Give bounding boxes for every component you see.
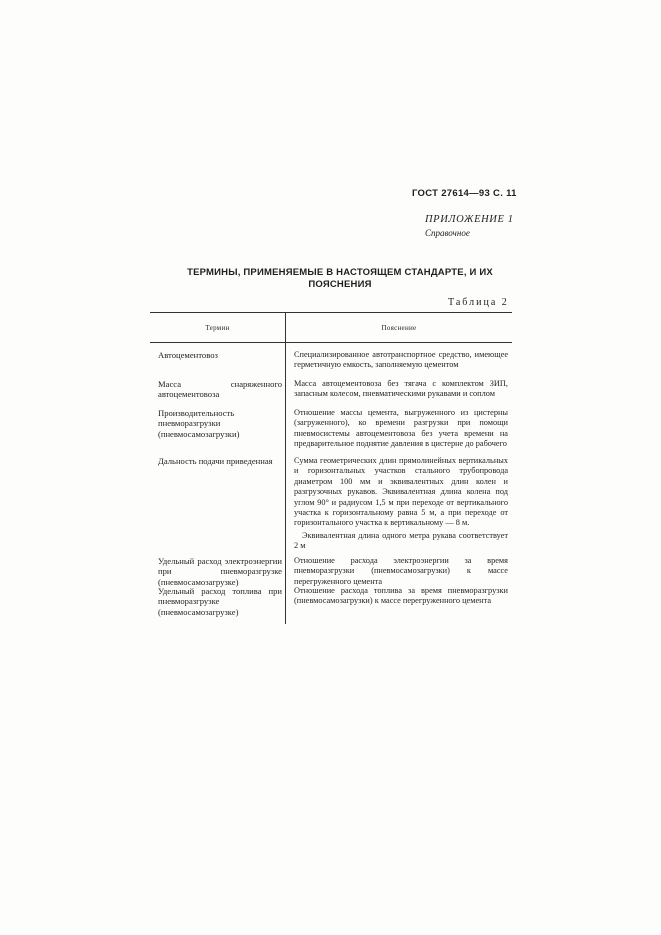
table-label: Таблица 2 — [448, 297, 509, 308]
appendix-label: ПРИЛОЖЕНИЕ 1 — [425, 214, 514, 225]
term-cell: Удельный расход электроэнергии при пневморазгрузке (пневмосамозагрузке) — [158, 556, 282, 587]
term-cell: Удельный расход топлива при пневморазгрузке (пневмосамозагрузке) — [158, 586, 282, 617]
explanation-cell — [294, 456, 508, 552]
explanation-cell: Специализированное автотранспортное средство, имеющее герметичную емкость, заполняемую цементом — [294, 350, 508, 370]
table-header-rule — [150, 342, 512, 343]
explanation-cell: Отношение расхода электроэнергии за время пневморазгрузки (пневмосамозагрузки) к массе перегруженного цемента — [294, 556, 508, 586]
explanation-cell: Отношение расхода топлива за время пневморазгрузки (пневмосамозагрузки) к массе перегруженного цемента — [294, 586, 508, 606]
explanation-text: Сумма геометрических длин прямолинейных вертикальных и горизонтальных участков стального трубопровода диаметром 100 мм и эквивалентных длин колен и разгрузочных рукавов. Эквивалентная длина колена под углом 90° и радиусом 1,5 м при переходе от вертикального участка к горизонтальному равна 5 м, а при переходе от горизонтального участка к вертикальному — 8 м. — [294, 456, 508, 528]
standard-page-code: ГОСТ 27614—93 С. 11 — [412, 188, 517, 199]
explanation-extra: Эквивалентная длина одного метра рукава соответствует 2 м — [294, 530, 508, 551]
table-top-rule — [150, 312, 512, 313]
title-line-2: ПОЯСНЕНИЯ — [308, 279, 372, 290]
explanation-cell: Отношение массы цемента, выгруженного из цистерны (загруженного), ко времени разгрузки при помощи пневмосистемы автоцементовоза без учета времени на предварительное поднятие давления в цистерне до рабочего — [294, 408, 508, 449]
appendix-note: Справочное — [425, 228, 470, 238]
term-cell: Масса снаряженного автоцементовоза — [158, 379, 282, 400]
terms-table — [150, 312, 512, 624]
term-cell: Производительность пневморазгрузки (пневмосамозагрузки) — [158, 408, 240, 439]
term-cell: Дальность подачи приведенная — [158, 456, 273, 466]
table-column-divider — [285, 312, 286, 624]
column-header-explanation: Пояснение — [381, 324, 417, 332]
explanation-cell: Масса автоцементовоза без тягача с комплектом ЗИП, запасным колесом, пневматическими рукавами и соплом — [294, 379, 508, 399]
column-header-term: Термин — [205, 324, 230, 332]
title-line-1: ТЕРМИНЫ, ПРИМЕНЯЕМЫЕ В НАСТОЯЩЕМ СТАНДАРТЕ, И ИХ — [187, 267, 493, 278]
term-cell: Автоцементовоз — [158, 350, 218, 360]
document-title — [160, 267, 520, 291]
